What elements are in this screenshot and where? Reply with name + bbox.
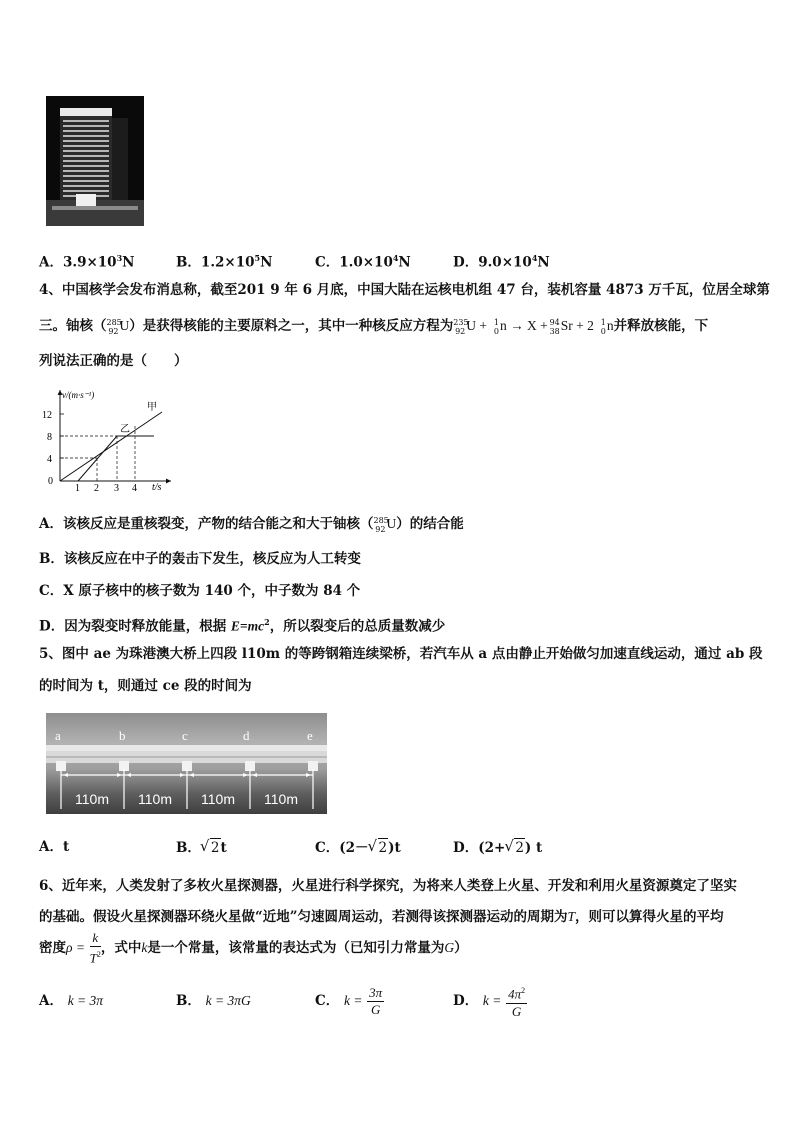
q3-option-d: D．$9.0\times 10^4N$: [453, 253, 550, 271]
point-a: a: [55, 728, 61, 743]
sqrt-symbol: √ 2: [210, 838, 221, 857]
q6-stem-line3: 密度ρ = $\frac{k}{T^2}$ ，式中k是一个常量，该常量的表达式为（已知引力常量为G）: [39, 930, 468, 966]
vt-graph: [36, 385, 176, 495]
q6-option-a: A． k = 3π: [39, 993, 104, 1009]
q5-stem-line2: 的时间为 t，则通过 ce 段的时间为: [39, 678, 252, 694]
u-nuclide: 285 92: [106, 317, 122, 336]
label-jia: 甲: [147, 402, 157, 413]
x-tick-1: 1: [75, 483, 80, 494]
span-cd: 110m: [201, 791, 235, 807]
point-b: b: [119, 728, 126, 743]
q6-option-b: B． k = 3πG: [176, 993, 251, 1009]
x-tick-2: 2: [94, 483, 99, 494]
y-tick-12: 12: [42, 410, 52, 421]
x-axis-arrow: [166, 479, 171, 484]
point-d: d: [243, 728, 250, 743]
x-tick-4: 4: [132, 483, 137, 494]
q4-option-d: D．因为裂变时释放能量，根据 $E=mc^2$，所以裂变后的总质量数减少: [39, 617, 446, 635]
q4-stem-line2: 三。铀核（ 285 92 U）是获得核能的主要原料之一，其中一种核反应方程为 235 92 U + 1 0 n → X + 94 38 Sr + 2 1 0 n并释放核能，下: [39, 317, 709, 336]
x-tick-3: 3: [114, 483, 119, 494]
q6-stem-line2: 的基础。假设火星探测器环绕火星做“近地”匀速圆周运动，若测得该探测器运动的周期为T，则可以算得火星的平均: [39, 909, 724, 925]
label-yi: 乙: [120, 424, 130, 435]
q6-option-d: D． k = $\frac{4\pi^2}{G}$: [453, 982, 527, 1020]
q4-stem-line1: 4、中国核学会发布消息称，截至201 9 年 6 月底，中国大陆在运核电机组 47 台，装机容量 4873 万千瓦，位居全球第: [39, 282, 770, 298]
line-yi: [78, 436, 117, 481]
q5-option-c: C．(2－√ 2)t: [315, 838, 401, 857]
building-photo: [46, 96, 144, 226]
q5-stem-line1: 5、图中 ae 为珠港澳大桥上四段 l10m 的等跨钢箱连续梁桥，若汽车从 a 点由静止开始做匀加速直线运动，通过 ab 段: [39, 646, 763, 662]
density-fraction: $\frac{k}{T^2}$: [89, 930, 101, 966]
y-tick-8: 8: [47, 432, 52, 443]
building-illustration: [46, 96, 144, 226]
x-axis-label: t/s: [152, 482, 162, 493]
y-axis-label: v/(m·s⁻¹): [62, 390, 95, 400]
q6-stem-line1: 6、近年来，人类发射了多枚火星探测器，火星进行科学探究，为将来人类登上火星、开发和利用火星资源奠定了坚实: [39, 878, 737, 894]
bridge-figure: [46, 713, 327, 814]
q4-stem-line3: 列说法正确的是（ ）: [39, 353, 188, 369]
sqrt-symbol: √ 2: [514, 838, 525, 857]
q4-option-b: B．该核反应在中子的轰击下发生，核反应为人工转变: [39, 551, 361, 567]
q5-option-a: A．t: [39, 839, 70, 855]
q4-option-c: C．X 原子核中的核子数为 140 个，中子数为 84 个: [39, 583, 361, 599]
y-tick-4: 4: [47, 454, 52, 465]
line-jia: [60, 412, 162, 481]
span-de: 110m: [264, 791, 298, 807]
q4-option-a: A．该核反应是重核裂变，产物的结合能之和大于铀核（ 285 92 U）的结合能: [39, 515, 464, 534]
span-ab: 110m: [75, 791, 109, 807]
sqrt-symbol: √ 2: [378, 838, 389, 857]
q3-option-c: C．$1.0\times 10^4N$: [315, 253, 411, 271]
y-tick-0: 0: [48, 476, 53, 487]
point-c: c: [182, 728, 188, 743]
span-bc: 110m: [138, 791, 172, 807]
q6-option-c: C． k = $\frac{3\pi}{G}$: [315, 985, 383, 1017]
q5-option-d: D．(2+√ 2) t: [453, 838, 542, 857]
q3-option-a: A．$3.9\times 10^3N$: [39, 253, 135, 271]
q5-option-b: B．√ 2t: [176, 838, 227, 857]
q3-option-b: B．$1.2\times 10^5N$: [176, 253, 273, 271]
point-e: e: [307, 728, 313, 743]
